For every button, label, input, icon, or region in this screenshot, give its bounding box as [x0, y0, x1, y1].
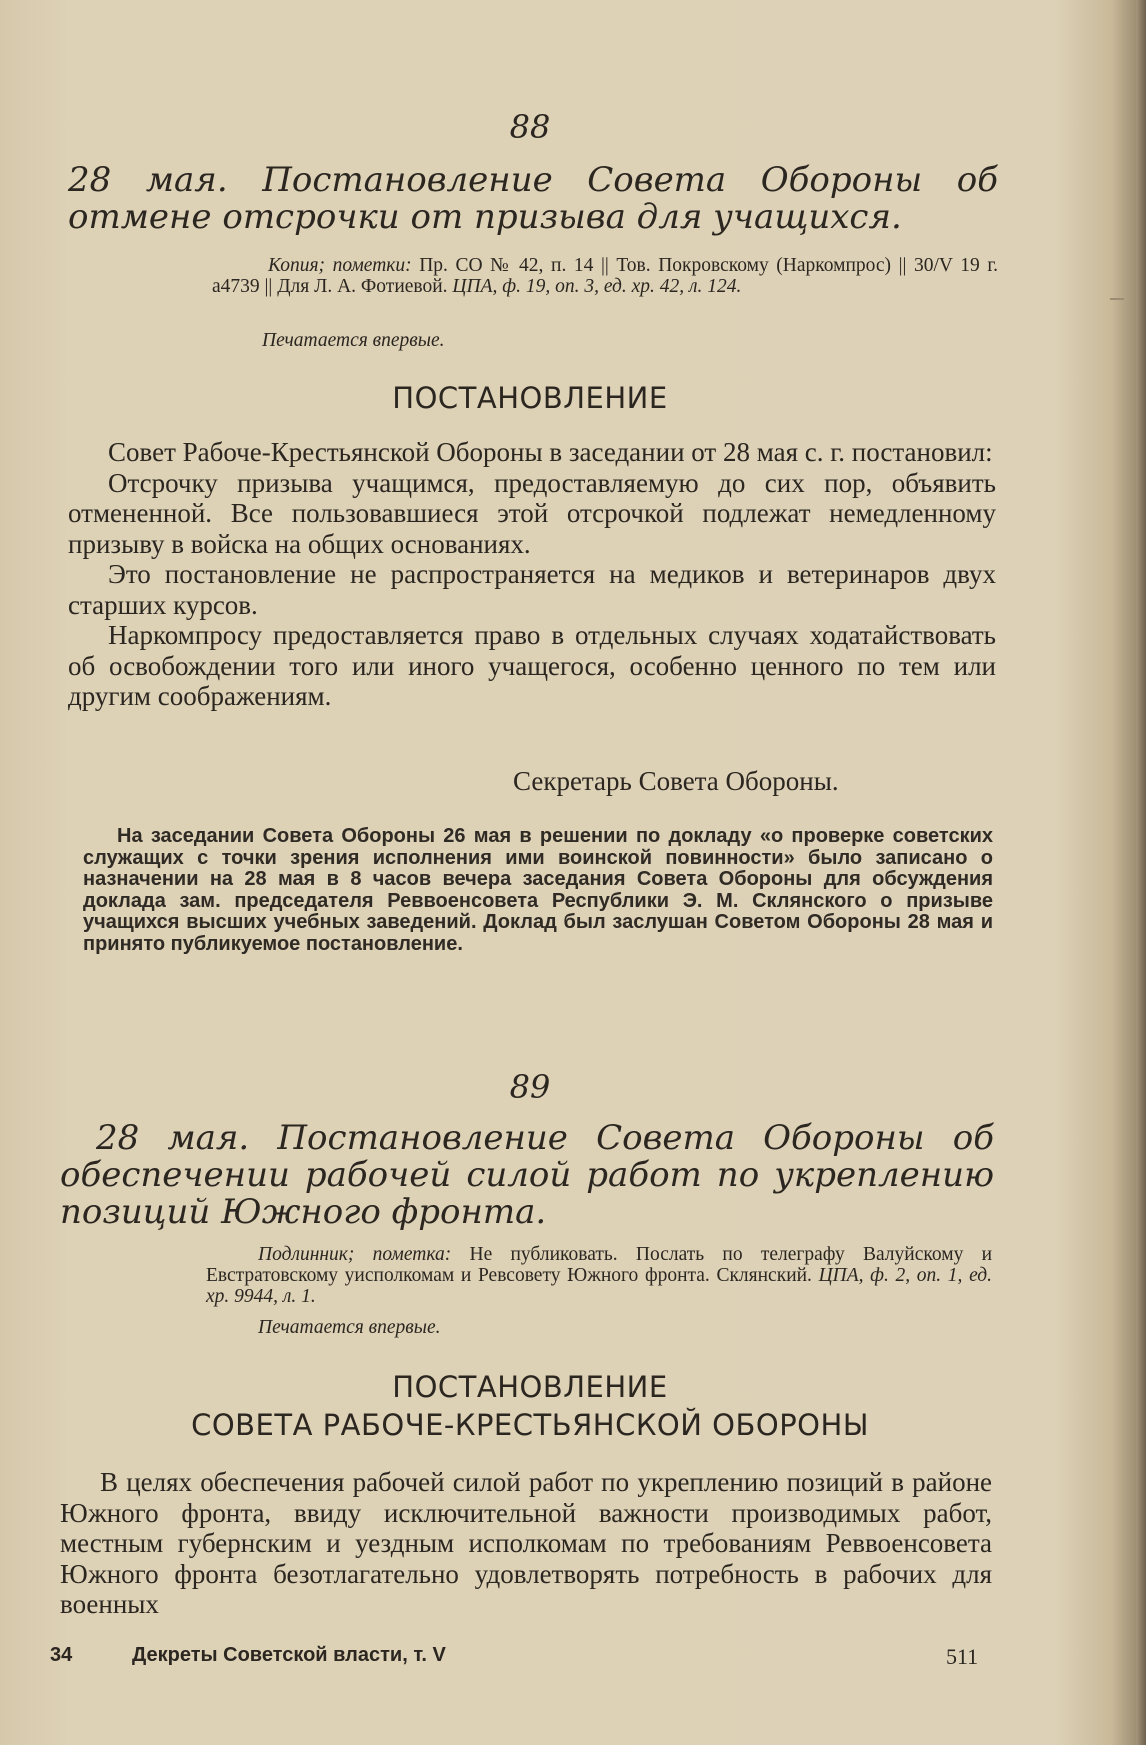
footer-book-title: Декреты Советской власти, т. V — [132, 1644, 446, 1666]
source-text-88: Пр. СО № 42, п. 14 || Тов. Покровскому (Наркомпрос) || 30/V 19 г. а4739 || Для Л. А. Фотиевой. — [212, 255, 998, 297]
editorial-note-88 — [83, 826, 993, 955]
archive-reference-88: ЦПА, ф. 19, оп. 3, ед. хр. 42, л. 124. — [452, 276, 742, 297]
document-number-89: 89 — [509, 1068, 551, 1106]
paragraph-1: Совет Рабоче-Крестьянской Обороны в заседании от 28 мая с. г. постановил: — [108, 437, 993, 467]
document-title-88: 28 мая. Постановление Совета Обороны об отмене отсрочки от призыва для учащихся. — [68, 160, 998, 237]
margin-mark — [1110, 298, 1124, 300]
paragraph-4: Наркомпросу предоставляется право в отдельных случаях ходатайствовать об освобождении того или иного учащегося, особенно ценного по тем или другим соображениям. — [68, 620, 996, 711]
printed-first-88: Печатается впервые. — [262, 330, 445, 351]
heading-resolution-88: ПОСТАНОВЛЕНИЕ — [392, 381, 668, 415]
book-spine-edge — [1136, 0, 1146, 1745]
printed-first-89: Печатается впервые. — [258, 1317, 441, 1338]
source-note-88 — [212, 255, 998, 297]
source-label-88: Копия; пометки: — [268, 255, 412, 276]
note-text: На заседании Совета Обороны 26 мая в решении по докладу «о проверке советских служащих с точки зрения исполнения ими воинской повинности» было записано о назначении на 28 мая в 8 часов вечера заседания Совета Обороны для обсуждения доклада зам. председателя Реввоенсовета Республики Э. М. Склянского о призыве учащихся высших учебных заведений. Доклад был заслушан Советом Обороны 28 мая и принято публикуемое постановление. — [83, 825, 993, 955]
footer-signature-mark: 34 — [50, 1644, 73, 1666]
source-label-89: Подлинник; пометка: — [258, 1244, 452, 1265]
resolution-body-88 — [68, 437, 996, 712]
page-number: 511 — [946, 1644, 979, 1669]
source-note-89 — [206, 1244, 992, 1307]
paragraph-89: В целях обеспечения рабочей силой работ по укреплению позиций в районе Южного фронта, ввиду исключительной важности производимых работ, местным губернским и уездным исполкомам по требованиям Реввоенсовета Южного фронта безотлагательно удовлетворять потребность в рабочих для военных — [60, 1467, 992, 1619]
document-title-89: 28 мая. Постановление Совета Обороны об обеспечении рабочей силой работ по укреплению позиций Южного фронта. — [60, 1118, 994, 1232]
heading-council-89: СОВЕТА РАБОЧЕ-КРЕСТЬЯНСКОЙ ОБОРОНЫ — [191, 1408, 869, 1442]
archive-reference-89: ЦПА, ф. 2, оп. 1, ед. хр. 9944, л. 1. — [206, 1265, 992, 1307]
paragraph-3: Это постановление не распространяется на медиков и ветеринаров двух старших курсов. — [68, 559, 996, 620]
heading-resolution-89: ПОСТАНОВЛЕНИЕ — [392, 1370, 668, 1404]
signature-secretary: Секретарь Совета Обороны. — [513, 766, 839, 796]
source-text-89: Не публиковать. Послать по телеграфу Валуйскому и Евстратовскому уисполкомам и Ревсовету Южного фронта. Склянский. — [206, 1244, 992, 1286]
paragraph-2: Отсрочку призыва учащимся, предоставляемую до сих пор, объявить отмененной. Все пользовавшиеся этой отсрочкой подлежат немедленному призыву в войска на общих основаниях. — [68, 467, 996, 559]
document-number-88: 88 — [509, 108, 551, 146]
resolution-body-89 — [60, 1467, 992, 1620]
